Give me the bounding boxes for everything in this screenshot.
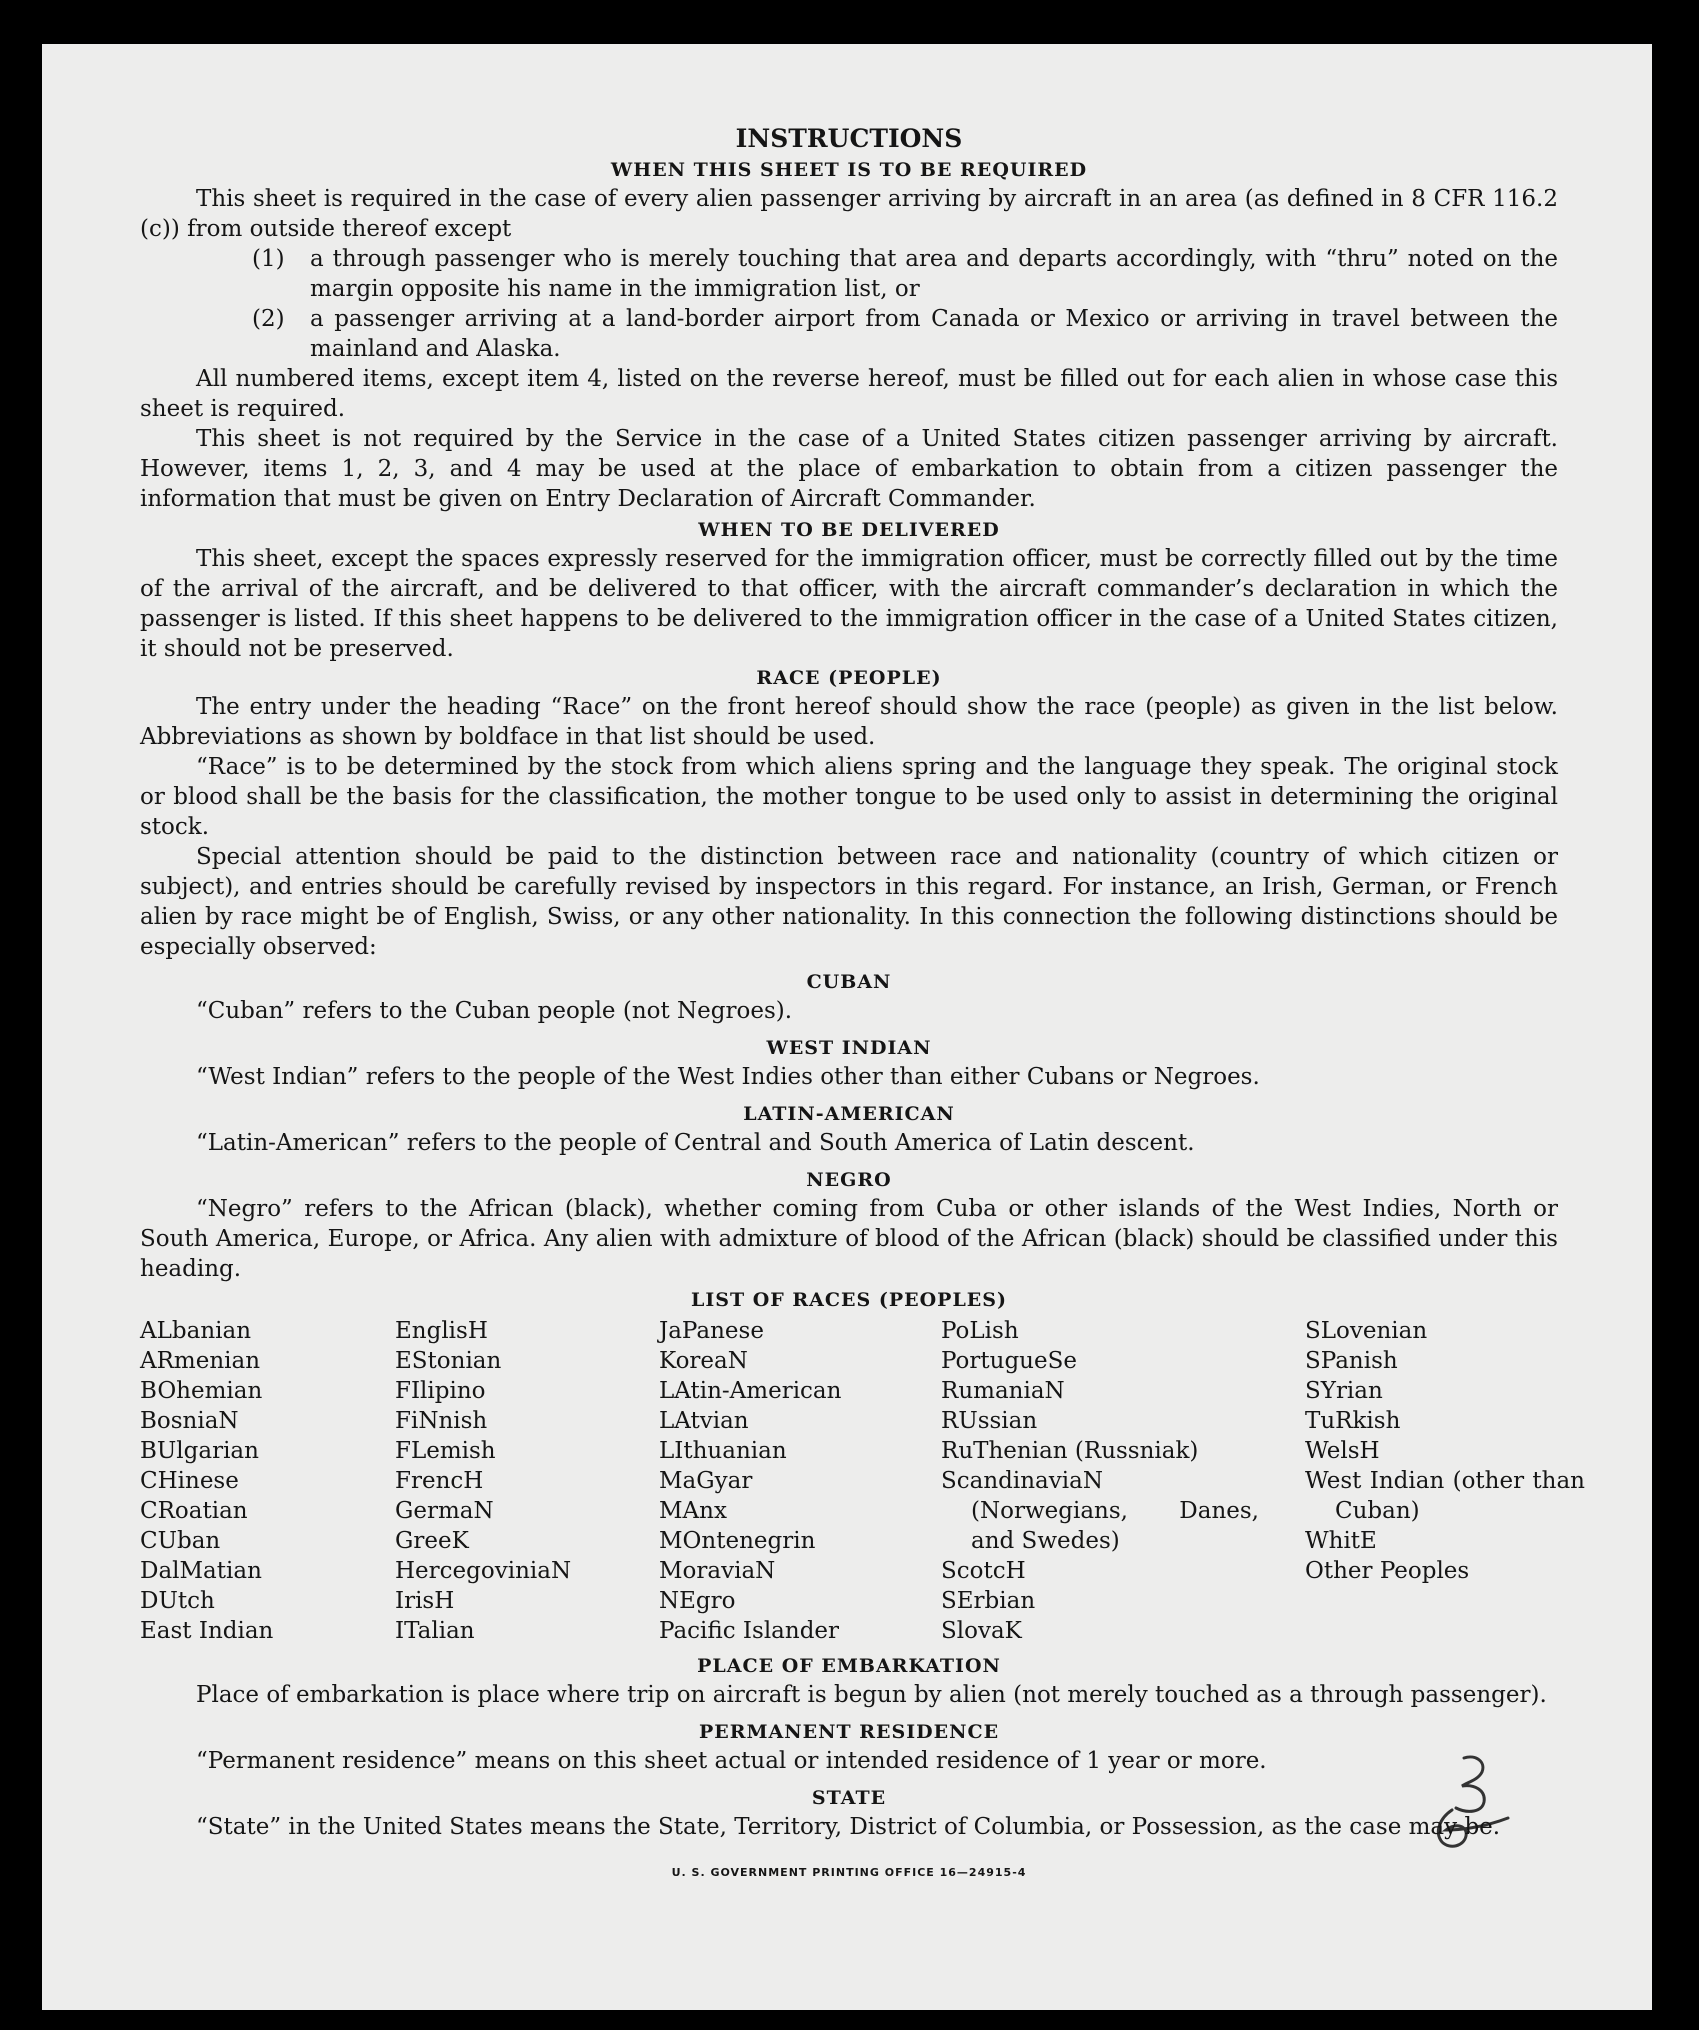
race-entry: SErbian: [941, 1588, 1036, 1614]
race-entry: PortugueSe: [941, 1348, 1077, 1374]
race-entry: Other Peoples: [1305, 1558, 1470, 1584]
exception-text: a passenger arriving at a land-border airport from Canada or Mexico or arriving in travel between the mainland and Alaska.: [310, 306, 1558, 362]
heading-list-of-races: LIST OF RACES (PEOPLES): [691, 1289, 1007, 1311]
race-entry: FLemish: [395, 1438, 496, 1464]
exception-number: (2): [252, 306, 285, 332]
race-entry: GreeK: [395, 1528, 469, 1554]
exception-item: [140, 304, 1558, 364]
negro-text: “Negro” refers to the African (black), whether coming from Cuba or other islands of the West Indies, North or South America, Europe, or Africa. Any alien with admixture of blood of the African (black) should be classified under this heading.: [140, 1196, 1558, 1282]
race-entry: ITalian: [395, 1618, 475, 1644]
race-entry: DalMatian: [140, 1558, 262, 1584]
document-title: INSTRUCTIONS: [735, 124, 963, 153]
when-required-para3: This sheet is not required by the Service in the case of a United States citizen passenger arriving by aircraft. However, items 1, 2, 3, and 4 may be used at the place of embarkation to obtain from a citizen passenger the information that must be given on Entry Declaration of Aircraft Commander.: [140, 426, 1558, 512]
heading-cuban: CUBAN: [806, 971, 892, 993]
race-entry: RuThenian (Russniak): [941, 1438, 1199, 1464]
exception-text: a through passenger who is merely touching that area and departs accordingly, with “thru” noted on the margin opposite his name in the immigration list, or: [310, 246, 1558, 302]
heading-when-delivered: WHEN TO BE DELIVERED: [698, 519, 1000, 541]
race-entry: SYrian: [1305, 1378, 1383, 1404]
race-entry: East Indian: [140, 1618, 274, 1644]
race-entry: PoLish: [941, 1318, 1019, 1344]
heading-west-indian: WEST INDIAN: [766, 1037, 932, 1059]
race-entry: ScandinaviaN (Norwegians, Danes, and Swedes): [941, 1468, 1259, 1554]
race-entry: NEgro: [659, 1588, 736, 1614]
race-entry: BosniaN: [140, 1408, 239, 1434]
when-required-para2: All numbered items, except item 4, listed on the reverse hereof, must be filled out for each alien in whose case this sheet is required.: [140, 366, 1558, 422]
latin-american-text: “Latin-American” refers to the people of Central and South America of Latin descent.: [196, 1130, 1195, 1156]
race-entry: WelsH: [1305, 1438, 1380, 1464]
race-entry: LIthuanian: [659, 1438, 787, 1464]
race-entry: JaPanese: [659, 1318, 764, 1344]
races-column: [395, 1316, 659, 1646]
exception-number: (1): [252, 246, 285, 272]
race-entry: SLovenian: [1305, 1318, 1428, 1344]
race-entry: BUlgarian: [140, 1438, 259, 1464]
heading-state: STATE: [811, 1787, 887, 1809]
heading-negro: NEGRO: [806, 1169, 892, 1191]
race-entry: GermaN: [395, 1498, 494, 1524]
heading-race: RACE (PEOPLE): [756, 667, 942, 689]
race-entry: MOntenegrin: [659, 1528, 816, 1554]
race-entry: LAtvian: [659, 1408, 749, 1434]
document-sheet: [42, 44, 1652, 2010]
heading-when-required: WHEN THIS SHEET IS TO BE REQUIRED: [610, 159, 1088, 181]
race-entry: West Indian (other than Cuban): [1305, 1468, 1585, 1524]
race-entry: LAtin-American: [659, 1378, 842, 1404]
races-column: [1305, 1316, 1585, 1646]
race-entry: FIlipino: [395, 1378, 486, 1404]
when-required-intro: This sheet is required in the case of every alien passenger arriving by aircraft in an area (as defined in 8 CFR 116.2 (c)) from outside thereof except: [140, 186, 1558, 242]
race-entry: CHinese: [140, 1468, 239, 1494]
heading-place-of-embarkation: PLACE OF EMBARKATION: [697, 1655, 1001, 1677]
race-entry: IrisH: [395, 1588, 455, 1614]
race-entry: Pacific Islander: [659, 1618, 840, 1644]
race-para2: “Race” is to be determined by the stock from which aliens spring and the language they speak. The original stock or blood shall be the basis for the classification, the mother tongue to be used only to assist in determining the original stock.: [140, 754, 1558, 840]
race-entry: FiNnish: [395, 1408, 488, 1434]
printing-office-footer: U. S. GOVERNMENT PRINTING OFFICE 16—24915-4: [671, 1866, 1027, 1879]
exception-item: [140, 244, 1558, 304]
state-text: “State” in the United States means the State, Territory, District of Columbia, or Possession, as the case may be.: [196, 1814, 1501, 1840]
race-entry: HercegoviniaN: [395, 1558, 572, 1584]
place-of-embarkation-text: Place of embarkation is place where trip on aircraft is begun by alien (not merely touched as a through passenger).: [196, 1682, 1547, 1708]
west-indian-text: “West Indian” refers to the people of the West Indies other than either Cubans or Negroes.: [196, 1064, 1260, 1090]
race-entry: CRoatian: [140, 1498, 248, 1524]
race-para1: The entry under the heading “Race” on the front hereof should show the race (people) as given in the list below. Abbreviations as shown by boldface in that list should be used.: [140, 694, 1558, 750]
race-entry: MaGyar: [659, 1468, 753, 1494]
race-entry: SlovaK: [941, 1618, 1022, 1644]
race-entry: TuRkish: [1305, 1408, 1401, 1434]
race-entry: WhitE: [1305, 1528, 1377, 1554]
race-entry: DUtch: [140, 1588, 215, 1614]
race-entry: MoraviaN: [659, 1558, 776, 1584]
race-entry: RUssian: [941, 1408, 1038, 1434]
race-entry: EStonian: [395, 1348, 502, 1374]
race-entry: ARmenian: [140, 1348, 261, 1374]
race-entry: CUban: [140, 1528, 221, 1554]
race-entry: ScotcH: [941, 1558, 1026, 1584]
race-entry: MAnx: [659, 1498, 727, 1524]
when-delivered-text: This sheet, except the spaces expressly reserved for the immigration officer, must be correctly filled out by the time of the arrival of the aircraft, and be delivered to that officer, with the aircraft commander’s declaration in which the passenger is listed. If this sheet happens to be delivered to the immigration officer in the case of a United States citizen, it should not be preserved.: [140, 546, 1558, 662]
cuban-text: “Cuban” refers to the Cuban people (not Negroes).: [196, 998, 793, 1024]
races-column: [941, 1316, 1305, 1646]
races-column: [659, 1316, 941, 1646]
permanent-residence-text: “Permanent residence” means on this sheet actual or intended residence of 1 year or more.: [196, 1748, 1267, 1774]
heading-permanent-residence: PERMANENT RESIDENCE: [698, 1721, 1000, 1743]
race-entry: RumaniaN: [941, 1378, 1065, 1404]
race-para3: Special attention should be paid to the distinction between race and nationality (country of which citizen or subject), and entries should be carefully revised by inspectors in this regard. For instance, an Irish, German, or French alien by race might be of English, Swiss, or any other nationality. In this connection the following distinctions should be especially observed:: [140, 844, 1558, 960]
race-entry: EnglisH: [395, 1318, 488, 1344]
race-entry: ALbanian: [140, 1318, 252, 1344]
instructions-content: [140, 124, 1585, 1888]
race-entry: KoreaN: [659, 1348, 748, 1374]
races-list: [140, 1316, 1585, 1646]
race-entry: BOhemian: [140, 1378, 263, 1404]
races-column: [140, 1316, 395, 1646]
race-entry: FrencH: [395, 1468, 484, 1494]
heading-latin-american: LATIN-AMERICAN: [743, 1103, 955, 1125]
race-entry: SPanish: [1305, 1348, 1398, 1374]
